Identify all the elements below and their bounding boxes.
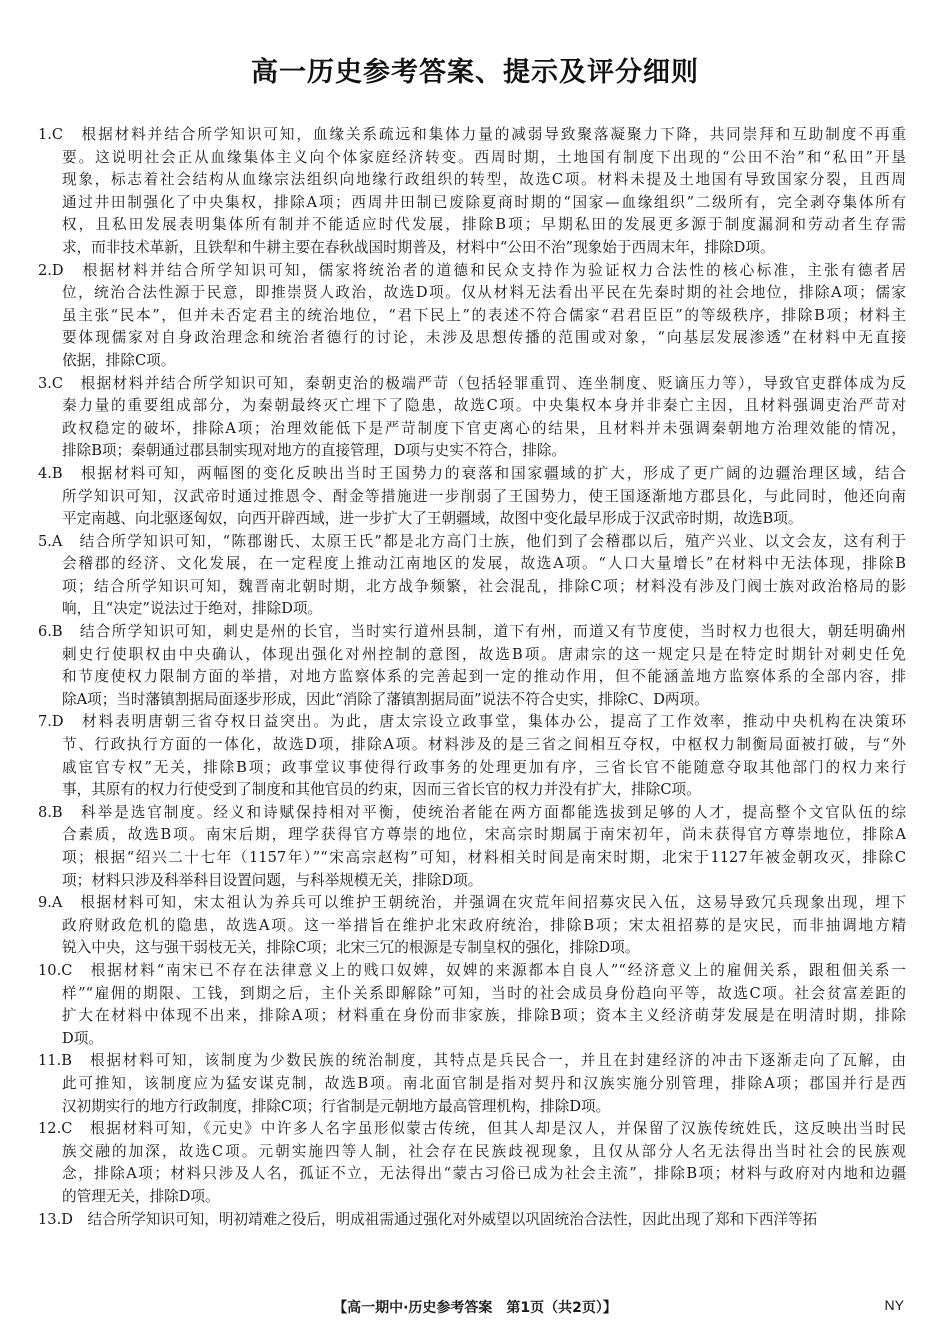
answer-line: 位，统治合法性源于民意，即推崇贤人政治，故选D项。仅从材料无法看出平民在先秦时期的社会地位，排除A项；儒家 bbox=[62, 284, 906, 302]
answer-line: 权，且私田发展表明集体所有制并不能适应时代发展，排除B项；早期私田的发展更多源于制度漏洞和劳动者生存需 bbox=[62, 216, 906, 234]
answer-item bbox=[38, 1209, 906, 1232]
answer-line: 现象，标志着社会结构从血缘宗法组织向地缘行政组织的转型，故选C项。材料未提及土地国有导致国家分裂，且西周 bbox=[62, 171, 906, 189]
answer-item bbox=[38, 531, 906, 621]
answer-line: 排除B项；秦朝通过郡县制实现对地方的直接管理，D项与史实不符合，排除。 bbox=[62, 442, 567, 460]
answer-item bbox=[38, 892, 906, 960]
answer-line: 4.B 根据材料可知，两幅图的变化反映出当时王国势力的衰落和国家疆域的扩大，形成了更广阔的边疆治理区域，结合 bbox=[38, 464, 906, 482]
answer-line: 项；根据“绍兴二十七年（1157年）”“宋高宗赵构”可知，材料相关时间是南宋时期，北宋于1127年被金朝攻灭，排除C bbox=[62, 849, 906, 866]
answer-item bbox=[38, 711, 906, 801]
answer-line: 的管理无关，排除D项。 bbox=[62, 1187, 220, 1205]
answer-line: 6.B 结合所学知识可知，刺史是州的长官，当时实行道州县制，道下有州，而道又有节度使，当时权力也很大，朝廷明确州 bbox=[38, 623, 906, 641]
answer-line: 和节度使权力限制方面的举措，对地方监察体系的完善起到一定的推动作用，但不能涵盖地方监察体系的全部内容，排 bbox=[62, 668, 906, 686]
answer-line: 政府财政危机的隐患，故选A项。这一举措旨在维护北宋政府统治，排除B项；宋太祖招募的是灾民，而非抽调地方精 bbox=[62, 916, 906, 934]
answer-line: 1.C 根据材料并结合所学知识可知，血缘关系疏远和集体力量的减弱导致聚落凝聚力下降，共同崇拜和互助制度不再重 bbox=[38, 126, 906, 143]
answer-line: 要。这说明社会正从血缘集体主义向个体家庭经济转变。西周时期，土地国有制度下出现的“公田不治”和“私田”开垦 bbox=[62, 148, 906, 166]
answer-line: 8.B 科举是选官制度。经义和诗赋保持相对平衡，使统治者能在两方面都能选拔到足够的人才，提高整个文官队伍的综 bbox=[38, 803, 906, 821]
answer-item bbox=[38, 124, 906, 260]
answer-item bbox=[38, 1118, 906, 1208]
answer-item bbox=[38, 463, 906, 531]
answer-line: 求，而非技术革新，且铁犁和牛耕主要在春秋战国时期普及，材料中“公田不治”现象始于西周末年，排除D项。 bbox=[62, 238, 775, 256]
answer-item bbox=[38, 960, 906, 1050]
answer-line: 9.A 根据材料可知，宋太祖认为养兵可以维护王朝统治，并强调在灾荒年间招募灾民入伍，这易导致冗兵现象出现，埋下 bbox=[38, 894, 906, 912]
answer-line: 刺史行使职权由中央确认，体现出强化对州控制的意图，故选B项。唐肃宗的这一规定只是在特定时期针对刺史任免 bbox=[62, 645, 906, 663]
page-title: 高一历史参考答案、提示及评分细则 bbox=[251, 57, 699, 88]
answer-line: 11.B 根据材料可知，该制度为少数民族的统治制度，其特点是兵民合一，并且在封建经济的冲击下逐渐走向了瓦解，由 bbox=[38, 1052, 906, 1070]
answer-line: 2.D 根据材料并结合所学知识可知，儒家将统治者的道德和民众支持作为验证权力合法性的核心标准，主张有德者居 bbox=[38, 261, 906, 279]
answer-line: 10.C 根据材料“南宋已不存在法律意义上的贱口奴婢，奴婢的来源都本自良人”“经济意义上的雇佣关系，跟租佃关系一 bbox=[38, 961, 906, 979]
answer-line: 虽主张“民本”，但并未否定君主的统治地位，“君下民上”的表述不符合儒家“君君臣臣”的等级秩序，排除B项；材料主 bbox=[62, 306, 906, 324]
answer-line: 合素质，故选B项。南宋后期，理学获得官方尊崇的地位，宋高宗时期属于南宋初年，尚未获得官方尊崇地位，排除A bbox=[62, 826, 906, 844]
answer-line: 3.C 根据材料并结合所学知识可知，秦朝吏治的极端严苛（包括轻罪重罚、连坐制度、贬谪压力等），导致官吏群体成为反 bbox=[38, 374, 906, 392]
answer-line: 汉初期实行的地方行政制度，排除C项；行省制是元朝地方最高管理机构，排除D项。 bbox=[62, 1097, 611, 1115]
answer-line: 项；结合所学知识可知，魏晋南北朝时期，北方战争频繁，社会混乱，排除C项；材料没有涉及门阀士族对政治格局的影 bbox=[62, 577, 906, 595]
answer-line: 通过井田制强化了中央集权，排除A项；西周井田制已废除夏商时期的“国家—血缘组织”二级所有，完全剥夺集体所有 bbox=[62, 193, 906, 211]
answer-line: 秦力量的重要组成部分，为秦朝最终灭亡埋下了隐患，故选C项。中央集权本身并非秦亡主因，且材料强调吏治严苛对 bbox=[62, 397, 906, 415]
answer-line: 响，且“决定”说法过于绝对，排除D项。 bbox=[62, 600, 323, 618]
answer-item bbox=[38, 1050, 906, 1118]
answer-line: 戚宦官专权”无关，排除B项；政事堂议事使得行政事务的处理更加有序，三省长官不能随意夺取其他部门的权力来行 bbox=[62, 758, 906, 776]
answer-line: 平定南越、向北驱逐匈奴，向西开辟西域，进一步扩大了王朝疆域，故图中变化最早形成于汉武帝时期，故选B项。 bbox=[62, 510, 803, 528]
answer-line: 依据，排除C项。 bbox=[62, 351, 176, 369]
answer-item bbox=[38, 621, 906, 711]
answer-line: 政权稳定的破坏，排除A项；治理效能低下是严苛制度下官吏离心的结果，且材料并未强调秦朝地方治理效能的情况， bbox=[62, 419, 906, 437]
answer-line: 13.D 结合所学知识可知，明初靖难之役后，明成祖需通过强化对外威望以巩固统治合法性，因此出现了郑和下西洋等拓 bbox=[38, 1210, 818, 1228]
answer-line: 5.A 结合所学知识可知，“陈郡谢氏、太原王氏”都是北方高门士族，他们到了会稽郡以后，殖产兴业、以文会友，这有利于 bbox=[38, 532, 906, 550]
answer-line: 念，排除A项；材料只涉及人名，孤证不立，无法得出“蒙古习俗已成为社会主流”，排除B项；材料与政府对内地和边疆 bbox=[62, 1165, 906, 1183]
answer-item bbox=[38, 373, 906, 463]
answer-line: 锐入中央，这与强干弱枝无关，排除C项；北宋三冗的根源是专制皇权的强化，排除D项。 bbox=[62, 939, 640, 957]
page-footer: 【高一期中·历史参考答案 第1页（共2页）】 bbox=[333, 1300, 617, 1316]
answer-line: 会稽郡的经济、文化发展，在一定程度上推动江南地区的发展，故选A项。“人口大量增长”在材料中无法体现，排除B bbox=[62, 555, 906, 573]
answer-line: 事，其原有的权力行使受到了制度和其他官员的约束，因而三省长官的权力并没有扩大，排除C项。 bbox=[62, 781, 701, 799]
answer-item bbox=[38, 260, 906, 373]
answer-line: 所学知识可知，汉武帝时通过推恩令、酎金等措施进一步削弱了王国势力，使王国逐渐地方郡县化，与此同时，他还向南 bbox=[62, 487, 906, 505]
answer-line: 12.C 根据材料可知，《元史》中许多人名字虽形似蒙古传统，但其人却是汉人，并保留了汉族传统姓氏，这反映出当时民 bbox=[38, 1120, 906, 1138]
answer-line: 除A项；当时藩镇割据局面逐步形成，因此“消除了藩镇割据局面”说法不符合史实，排除C、D两项。 bbox=[62, 690, 709, 708]
answer-item bbox=[38, 802, 906, 892]
answer-line: 样”“雇佣的期限、工钱，到期之后，主仆关系即解除”可知，当时的社会成员身份趋向平等，故选C项。社会贫富差距的 bbox=[62, 984, 906, 1002]
answer-line: 此可推知，该制度应为猛安谋克制，故选B项。南北面官制是指对契丹和汉族实施分别管理，排除A项；郡国并行是西 bbox=[62, 1074, 906, 1092]
answer-line: 要体现儒家对自身政治理念和统治者德行的讨论，未涉及思想传播的范围或对象，“向基层发展渗透”在材料中无直接 bbox=[62, 329, 906, 347]
footer-code: NY bbox=[884, 1297, 904, 1313]
answer-list bbox=[38, 124, 906, 1231]
answer-line: 项；材料只涉及科举科目设置问题，与科举规模无关，排除D项。 bbox=[62, 871, 483, 889]
answer-line: D项。 bbox=[62, 1029, 103, 1047]
answer-line: 族交融的加深，故选C项。元朝实施四等人制，社会存在民族歧视现象，且仅从部分人名无法得出当时社会的民族观 bbox=[62, 1142, 906, 1160]
answer-line: 扩大在材料中体现不出来，排除A项；材料重在身份而非家族，排除B项；资本主义经济萌芽发展是在明清时期，排除 bbox=[62, 1007, 906, 1025]
answer-line: 7.D 材料表明唐朝三省夺权日益突出。为此，唐太宗设立政事堂，集体办公，提高了工作效率，推动中央机构在决策环 bbox=[38, 713, 906, 731]
answer-line: 节、行政执行方面的一体化，故选D项，排除A项。材料涉及的是三省之间相互夺权，中枢权力制衡局面被打破，与“外 bbox=[62, 736, 906, 754]
